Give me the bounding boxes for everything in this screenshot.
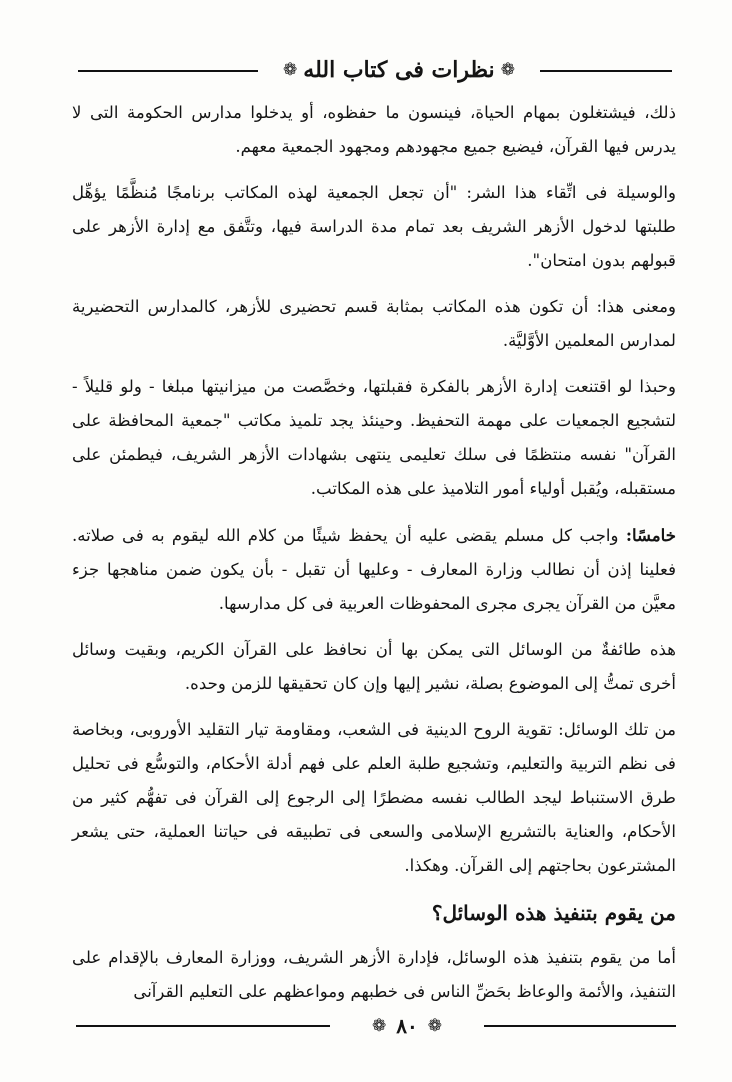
paragraph-text: من تلك الوسائل: تقوية الروح الدينية فى الشعب، ومقاومة تيار التقليد الأوروبى، وبخاصة فى نظم التربية والتعليم، وتشجيع طلبة العلم على فهم أدلة الأحكام، والتوسُّع فى تحليل طرق الاستنباط ليجد الطالب نفسه مضطرًا إلى الرجوع إلى القرآن فى تفهُّم كثير من الأحكام، والعناية بالتشريع الإسلامى والسعى فى تطبيقه فى حياتنا العملية، حتى يشعر المشترعون بحاجتهم إلى القرآن. وهكذا. <box>72 720 676 875</box>
paragraph-text: هذه طائفةٌ من الوسائل التى يمكن بها أن نحافظ على القرآن الكريم، وبقيت وسائل أخرى تمتُّ إلى الموضوع بصلة، نشير إليها وإن كان تحقيقها للزمن وحده. <box>72 640 676 693</box>
paragraph <box>72 96 676 164</box>
page-footer <box>76 1008 676 1044</box>
paragraph <box>72 713 676 883</box>
paragraph-lead-word: خامسًا: <box>625 525 676 545</box>
paragraph <box>72 633 676 701</box>
footer-rule-left <box>76 1025 330 1027</box>
paragraph-text: والوسيلة فى اتِّقاء هذا الشر: "أن تجعل الجمعية لهذه المكاتب برنامجًا مُنظَّمًا يؤهِّل طلبتها لدخول الأزهر الشريف بعد تمام مدة الدراسة فيها، وتتَّفق مع إدارة الأزهر على قبولهم بدون امتحان". <box>72 183 676 270</box>
paragraph-text: وحبذا لو اقتنعت إدارة الأزهر بالفكرة فقبلتها، وخصَّصت من ميزانيتها مبلغا - ولو قليلاً - لتشجيع الجمعيات على مهمة التحفيظ. وحينئذ يجد تلميذ مكاتب "جمعية المحافظة على القرآن" نفسه منتظمًا فى سلك تعليمى ينتهى بشهادات الأزهر الشريف، فيطمئن على مستقبله، ويُقبل أولياء أمور التلاميذ على هذه المكاتب. <box>72 377 676 498</box>
header-title: نظرات فى كتاب الله <box>303 57 495 83</box>
ornament-icon: ❁ <box>283 59 298 80</box>
paragraph <box>72 518 676 621</box>
paragraph-text: ذلك، فيشتغلون بمهام الحياة، فينسون ما حفظوه، أو يدخلوا مدارس الحكومة التى لا يدرس فيها القرآن، فيضيع جميع مجهودهم ومجهود الجمعية معهم. <box>72 103 676 156</box>
paragraph <box>72 176 676 278</box>
footer-page-group <box>334 1008 480 1044</box>
ornament-icon: ❁ <box>427 1015 442 1036</box>
header-rule-left <box>78 70 258 72</box>
footer-rule-right <box>484 1025 676 1027</box>
section-heading: من يقوم بتنفيذ هذه الوسائل؟ <box>431 901 676 925</box>
header-rule-right <box>540 70 672 72</box>
page-body <box>72 96 676 1021</box>
paragraph-text: ومعنى هذا: أن تكون هذه المكاتب بمثابة قسم تحضيرى للأزهر، كالمدارس التحضيرية لمدارس المعلمين الأوَّليَّة. <box>72 297 676 350</box>
page-number: ٨٠ <box>396 1014 418 1038</box>
paragraph <box>72 941 676 1009</box>
paragraph <box>72 290 676 358</box>
ornament-icon: ❁ <box>500 59 515 80</box>
running-header <box>78 52 672 88</box>
paragraph <box>72 370 676 506</box>
header-title-group <box>262 52 536 88</box>
paragraph-text: أما من يقوم بتنفيذ هذه الوسائل، فإدارة الأزهر الشريف، ووزارة المعارف بالإقدام على التنفيذ، والأئمة والوعاظ بحَضِّ الناس فى خطبهم ومواعظهم على التعليم القرآنى <box>72 948 676 1001</box>
ornament-icon: ❁ <box>372 1015 387 1036</box>
paragraph-text: واجب كل مسلم يقضى عليه أن يحفظ شيئًا من كلام الله ليقوم به فى صلاته. فعلينا إذن أن نطالب وزارة المعارف - وعليها أن تقبل - بأن يكون ضمن مناهجها جزء معيَّن من القرآن يجرى مجرى المحفوظات العربية فى كل مدارسها. <box>72 526 676 613</box>
